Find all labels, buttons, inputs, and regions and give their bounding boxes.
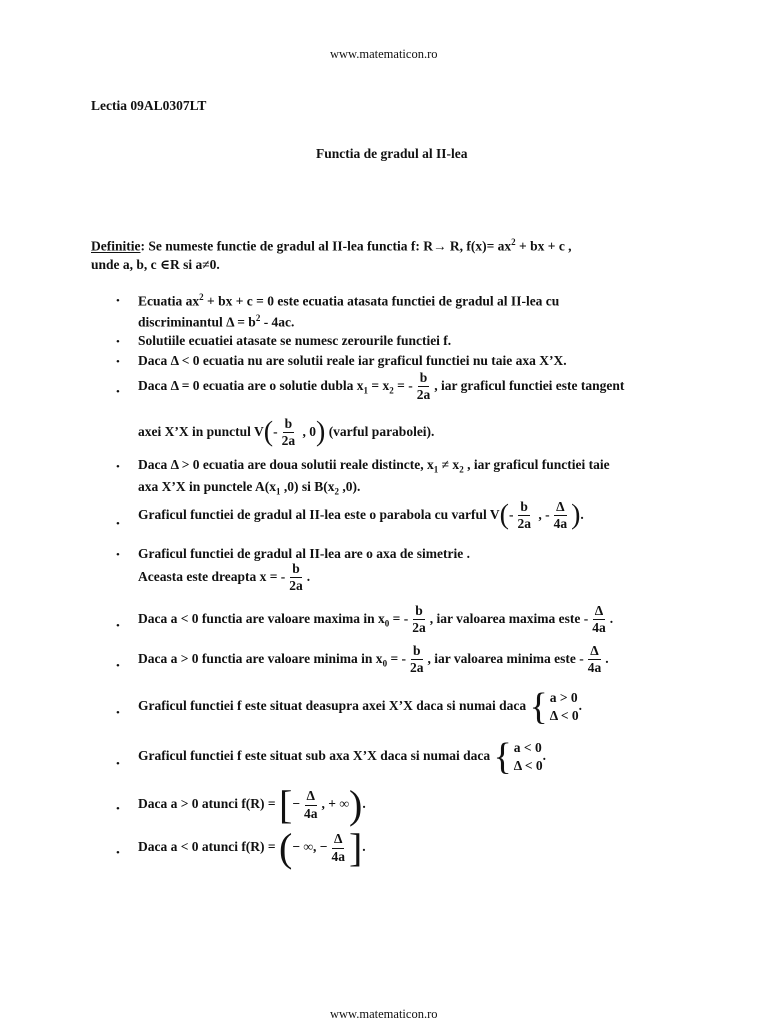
text: . <box>605 650 609 666</box>
text: . <box>609 610 614 626</box>
text: ,0) si B(x <box>280 479 335 494</box>
item-1-line-2 <box>138 313 294 331</box>
fraction-b-2a <box>287 562 305 593</box>
page-title: Functia de gradul al II-lea <box>316 146 468 161</box>
item-6 <box>138 500 584 531</box>
right-bracket: ] <box>348 825 363 870</box>
denominator: 2a <box>517 516 531 532</box>
text: Aceasta este dreapta x = - <box>138 568 286 584</box>
fraction-delta-4a <box>590 604 608 635</box>
lesson-code: Lectia 09AL0307LT <box>91 98 207 113</box>
text: ≠ x <box>438 457 460 472</box>
denominator: 2a <box>416 387 431 403</box>
text: . <box>578 698 583 714</box>
bullet-icon: • <box>116 707 120 719</box>
denominator: 4a <box>592 620 606 636</box>
item-5-line-1 <box>138 457 610 475</box>
text: − ∞, − <box>292 839 328 855</box>
text: . <box>306 568 311 584</box>
text: , iar graficul functiei este tangent <box>434 377 625 393</box>
item-10 <box>138 688 582 726</box>
text: Graficul functiei de gradul al II-lea este o parabola cu varful V <box>138 506 500 522</box>
bullet-icon: • <box>116 660 120 672</box>
left-paren: ( <box>499 499 509 531</box>
item-9 <box>138 644 609 675</box>
bullet-icon: • <box>116 518 120 530</box>
text: , iar graficul functiei taie <box>463 457 610 472</box>
fraction-delta-4a <box>302 789 320 820</box>
bullet-icon: • <box>116 620 120 632</box>
fraction-delta-4a <box>552 500 570 531</box>
fraction-b-2a <box>515 500 533 531</box>
right-paren: ) <box>315 416 326 448</box>
bullet-icon: • <box>116 461 120 473</box>
denominator: 4a <box>587 660 602 676</box>
text: axei X’X in punctul V <box>138 423 264 439</box>
text: - <box>273 423 278 439</box>
denominator: 2a <box>412 620 426 636</box>
text: + bx + c = 0 este ecuatia atasata functiei de gradul al II-lea cu <box>203 293 560 309</box>
bullet-icon: • <box>116 356 120 368</box>
bullet-icon: • <box>116 758 120 770</box>
denominator: 4a <box>304 805 318 821</box>
text: Graficul functiei f este situat sub axa X’X daca si numai daca <box>138 748 491 764</box>
numerator: Δ <box>593 604 605 620</box>
bullet-icon: • <box>116 386 120 398</box>
text: - <box>508 506 514 522</box>
text: = - <box>387 650 407 666</box>
item-3: Daca Δ < 0 ecuatia nu are solutii reale iar graficul functiei nu taie axa X’X. <box>138 353 567 368</box>
item-4-line-2 <box>138 417 434 448</box>
text: ,0). <box>339 479 361 494</box>
footer-site: www.matematicon.ro <box>330 1007 438 1021</box>
numerator: Δ <box>588 644 600 660</box>
numerator: b <box>283 417 295 433</box>
arrow-icon: → <box>432 238 447 254</box>
denominator: 4a <box>331 848 345 864</box>
fraction-delta-4a <box>586 644 604 675</box>
numerator: b <box>411 644 423 660</box>
numerator: b <box>290 562 302 578</box>
exponent: 2 <box>255 313 261 323</box>
text: , 0 <box>299 423 316 439</box>
condition: a < 0 <box>513 739 542 755</box>
denominator: 2a <box>281 433 296 449</box>
definition-text-1: : Se numeste functie de gradul al II-lea functia f: R <box>140 238 433 254</box>
item-4-line-1 <box>138 371 624 402</box>
text: − <box>292 796 301 812</box>
text: , iar valoarea minima este - <box>427 650 584 666</box>
text: Ecuatia ax <box>138 293 200 309</box>
definition-label: Definitie <box>91 238 141 254</box>
text: Daca a > 0 atunci f(R) = <box>138 796 276 812</box>
numerator: b <box>418 371 430 387</box>
numerator: Δ <box>554 500 566 516</box>
bullet-icon: • <box>116 549 120 561</box>
system-of-inequalities <box>494 738 543 776</box>
text: axa X’X in punctele A(x <box>138 479 276 494</box>
condition: Δ < 0 <box>549 708 579 723</box>
text: . <box>542 748 547 764</box>
fraction-delta-4a <box>329 832 347 863</box>
fraction-b-2a <box>280 417 298 448</box>
text: - 4ac. <box>260 314 295 330</box>
subscript: 1 <box>276 486 281 497</box>
definition-line-1 <box>91 237 572 255</box>
brace: { <box>529 686 548 728</box>
subscript: 2 <box>459 464 464 475</box>
subscript: 0 <box>384 618 390 629</box>
bullet-icon: • <box>116 803 120 815</box>
condition: Δ < 0 <box>513 758 543 773</box>
text: Graficul functiei f este situat deasupra axei X’X daca si numai daca <box>138 698 527 714</box>
subscript: 2 <box>389 385 394 396</box>
header-site: www.matematicon.ro <box>330 47 438 61</box>
text: Daca a > 0 functia are valoare minima in x <box>138 650 383 666</box>
text: , - <box>534 506 550 522</box>
brace: { <box>493 736 512 778</box>
text: = - <box>393 377 413 393</box>
text: , + ∞ <box>321 796 349 812</box>
bullet-icon: • <box>116 336 120 348</box>
text: Daca a < 0 atunci f(R) = <box>138 839 276 855</box>
denominator: 2a <box>410 660 424 676</box>
item-8 <box>138 604 613 635</box>
definition-line-2: unde a, b, c ∈R si a≠0. <box>91 257 220 272</box>
numerator: b <box>518 500 530 516</box>
item-11 <box>138 738 546 776</box>
item-2: Solutiile ecuatiei atasate se numesc zerourile functiei f. <box>138 333 452 348</box>
numerator: Δ <box>305 789 317 805</box>
fraction-b-2a <box>410 604 428 635</box>
text: , iar valoarea maxima este - <box>429 610 589 626</box>
denominator: 4a <box>553 516 568 532</box>
fraction-b-2a <box>415 371 433 402</box>
text: Daca Δ = 0 ecuatia are o solutie dubla x <box>138 377 364 393</box>
text: = - <box>389 610 409 626</box>
left-paren: ( <box>263 416 274 448</box>
item-13 <box>138 825 366 870</box>
numerator: Δ <box>332 832 344 848</box>
text: (varful parabolei). <box>325 423 435 439</box>
exponent: 2 <box>511 237 516 247</box>
bullet-icon: • <box>116 295 120 307</box>
left-bracket: [ <box>279 782 293 827</box>
right-paren: ) <box>348 782 363 827</box>
text: Daca Δ > 0 ecuatia are doua solutii reale distincte, x <box>138 457 434 472</box>
condition: a > 0 <box>549 689 578 705</box>
text: discriminantul Δ = b <box>138 314 256 330</box>
text: . <box>362 839 366 855</box>
item-5-line-2 <box>138 479 360 497</box>
item-12 <box>138 782 366 827</box>
exponent: 2 <box>199 292 204 302</box>
definition-text-2: R, f(x)= ax <box>446 238 512 254</box>
system-of-inequalities <box>529 688 578 726</box>
text: = x <box>368 377 390 393</box>
subscript: 2 <box>334 486 339 497</box>
denominator: 2a <box>289 578 303 594</box>
item-7-line-2 <box>138 562 310 593</box>
text: Daca a < 0 functia are valoare maxima in x <box>138 610 385 626</box>
item-1-line-1 <box>138 292 559 310</box>
definition-text-3: + bx + c , <box>515 238 572 254</box>
right-paren: ) <box>571 499 581 531</box>
subscript: 1 <box>363 385 369 396</box>
subscript: 0 <box>382 658 388 669</box>
text: . <box>580 506 584 522</box>
fraction-b-2a <box>408 644 426 675</box>
subscript: 1 <box>433 464 439 475</box>
bullet-icon: • <box>116 847 120 859</box>
text: . <box>362 796 366 812</box>
item-7-line-1: Graficul functiei de gradul al II-lea are o axa de simetrie . <box>138 546 470 561</box>
numerator: b <box>413 604 425 620</box>
left-paren: ( <box>279 825 293 870</box>
